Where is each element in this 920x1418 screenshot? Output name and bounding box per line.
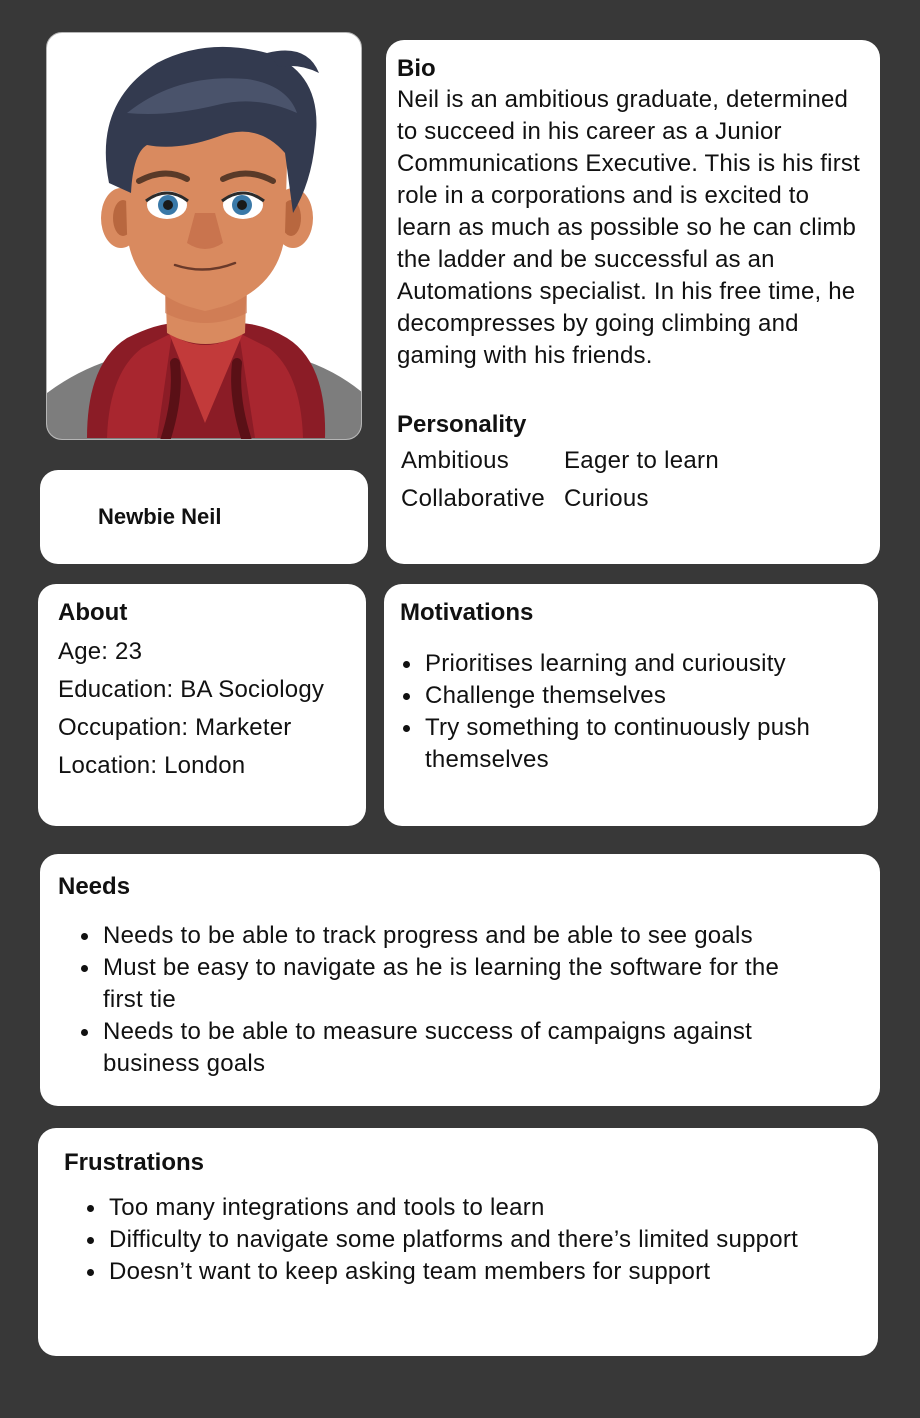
bio-heading: Bio — [397, 55, 436, 82]
about-heading: About — [58, 599, 128, 626]
avatar — [47, 33, 362, 440]
personality-trait: Ambitious — [401, 447, 510, 474]
about-education: Education: BA Sociology — [58, 676, 325, 703]
frustrations-list — [64, 1192, 878, 1288]
persona-name: Newbie Neil — [98, 504, 222, 529]
personality-trait: Collaborative — [401, 485, 545, 512]
persona-avatar-card — [46, 32, 362, 440]
personality-heading: Personality — [397, 411, 527, 438]
personality-trait: Eager to learn — [564, 447, 719, 474]
about-card — [38, 584, 366, 826]
needs-list — [58, 920, 880, 1080]
needs-card — [40, 854, 880, 1106]
bio-card — [386, 40, 880, 564]
frustrations-card — [38, 1128, 878, 1356]
bio-text: Neil is an ambitious graduate, determined to succeed in his career as a Junior Communications Executive. This is his first role in a corporations and is excited to learn as much as possible so he can climb the ladder and be successful as an Automations specialist. In his free time, he decompresses by going climbing and gaming with his friends. — [397, 86, 860, 369]
list-item: Needs to be able to track progress and be able to see goals — [78, 920, 823, 952]
motivations-heading: Motivations — [400, 599, 534, 626]
list-item: Try something to continuously push themselves — [400, 712, 865, 776]
motivations-list — [400, 648, 878, 776]
about-occupation: Occupation: Marketer — [58, 714, 292, 741]
personality-traits — [397, 445, 870, 515]
list-item: Too many integrations and tools to learn — [84, 1192, 809, 1224]
about-age: Age: 23 — [58, 638, 143, 665]
about-location: Location: London — [58, 752, 246, 779]
frustrations-heading: Frustrations — [64, 1149, 205, 1176]
personality-trait: Curious — [564, 485, 649, 512]
list-item: Must be easy to navigate as he is learning the software for the first tie — [78, 952, 823, 1016]
motivations-card — [384, 584, 878, 826]
list-item: Needs to be able to measure success of campaigns against business goals — [78, 1016, 823, 1080]
list-item: Prioritises learning and curiousity — [400, 648, 865, 680]
list-item: Difficulty to navigate some platforms and there’s limited support — [84, 1224, 809, 1256]
list-item: Doesn’t want to keep asking team members for support — [84, 1256, 809, 1288]
list-item: Challenge themselves — [400, 680, 865, 712]
persona-name-card — [40, 470, 368, 564]
needs-heading: Needs — [58, 873, 131, 900]
